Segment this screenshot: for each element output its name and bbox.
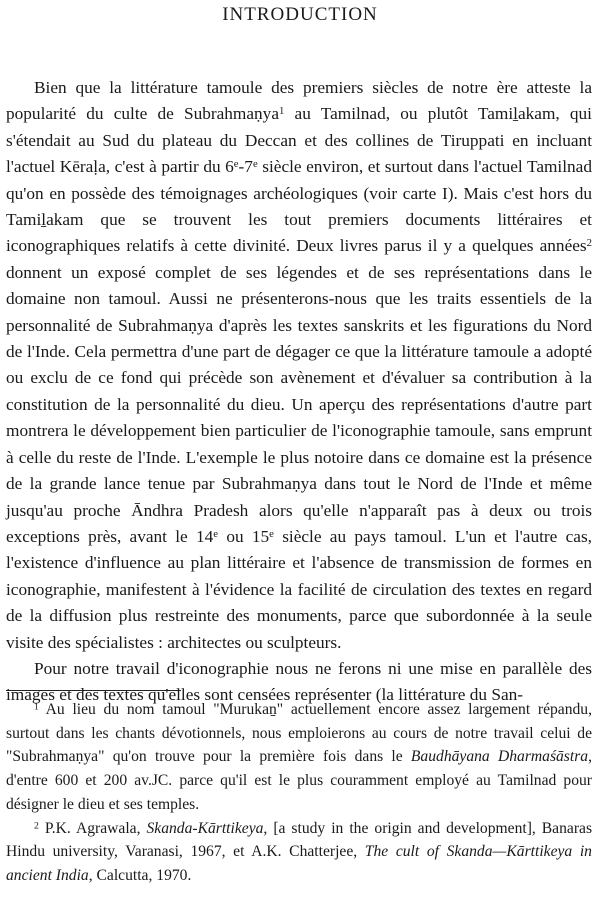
text-run: , Calcutta, 1970. (88, 866, 192, 884)
page-title: INTRODUCTION (222, 4, 378, 25)
text-run: -7 (238, 157, 253, 177)
footnote-divider (6, 690, 181, 691)
ordinal-suffix: e (233, 158, 239, 171)
text-run: ou 15 (218, 526, 270, 546)
paragraph (6, 75, 592, 656)
body-text (6, 75, 592, 709)
footnote (6, 698, 592, 817)
text-run: au Tamilnad, ou plutôt Tamiḻakam, qui s'étendait au Sud du plateau du Deccan et des collines de Tiruppati en incluant l'actuel Kēraḷa, c'est à partir du 6 (6, 104, 592, 177)
italic-title: Baudhāyana Dharmaśāstra (410, 748, 589, 766)
text-run: Au lieu du nom tamoul "Murukaṉ" actuellement encore assez largement répandu, surtout dans les chants dévotionnels, nous emploierons au cours de notre travail celui de "Subrahmaṇya" qu'on trouve pour la première fois dans le (6, 701, 592, 766)
text-run: siècle au pays tamoul. L'un et l'autre cas, l'existence d'influence au plan littéraire et l'absence de transmission de formes en iconographie, manifestent à l'évidence la facilité de circulation des textes en regard de la diffusion plus restreinte des monuments, parce que subordonnée à la seule visite des spécialistes : architectes ou sculpteurs. (6, 526, 592, 652)
text-run: donnent un exposé complet de ses légendes et de ses représentations dans le domaine non tamoul. Aussi ne présenterons-nous que les traits essentiels de la personnalité de Subrahmaṇya d'après les textes sanskrits et les figurations du Nord de l'Inde. Cela permettra d'une part de dégager ce que la littérature tamoule a adopté ou exclu de ce fond qui précède son avènement et d'évaluer sa contribution à la constitution de la personnalité du dieu. Un aperçu des représentations d'autre part montrera le développement bien particulier de l'iconographie tamoule, sans emprunt à celle du reste de l'Inde. L'exemple le plus notoire dans ce domaine est la présence de la grande lance tenue par Subrahmaṇya dans tout le Nord de l'Inde et même jusqu'au proche Āndhra Pradesh alors qu'elle n'apparaît pas à deux ou trois exceptions près, avant le 14 (6, 262, 592, 546)
ordinal-suffix: e (252, 158, 258, 171)
text-run: , [a study in the origin and development], Banaras Hindu university, Varanasi, 1967, et A.K. Chatterjee, (6, 819, 593, 861)
footnote-ref: 1 (279, 105, 285, 118)
ordinal-suffix: e (269, 528, 274, 541)
footnotes (6, 698, 592, 888)
text-run: siècle environ, et surtout dans l'actuel Tamilnad qu'on en possède des témoignages archéologiques (voir carte I). Mais c'est hors du Tamiḻakam que se trouvent les tout premiers documents littéraires et iconographiques relatifs à cette divinité. Deux livres parus il y a quelques années (6, 157, 592, 256)
text-run: Pour notre travail d'iconographie nous ne ferons ni une mise en parallèle des images et des textes qu'elles sont censées représenter (la littérature du San- (6, 658, 592, 705)
ordinal-suffix: e (213, 528, 219, 541)
text-run: , d'entre 600 et 200 av.JC. parce qu'il est le plus couramment employé au Tamilnad pour désigner le dieu et ses temples. (6, 748, 592, 813)
footnote-number: 1 (34, 701, 39, 713)
italic-title: The cult of Skanda—Kārttikeya in ancient India (6, 843, 592, 884)
text-run: Bien que la littérature tamoule des premiers siècles de notre ère atteste la popularité du culte de Subrahmaṇya (6, 78, 592, 124)
footnote (6, 817, 592, 888)
italic-title: Skanda-Kārttikeya (146, 819, 264, 837)
footnote-ref: 2 (586, 237, 592, 250)
footnote-number: 2 (34, 820, 39, 832)
text-run: P.K. Agrawala, (38, 819, 147, 837)
